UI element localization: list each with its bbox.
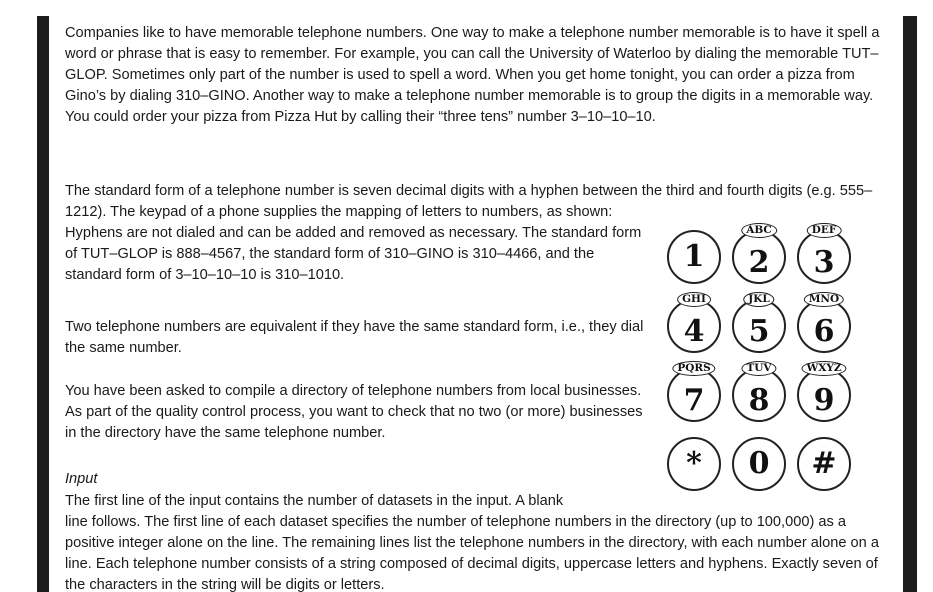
key-letters: ABC	[741, 223, 777, 238]
key-star	[667, 437, 721, 491]
paragraph-memorable-numbers: Companies like to have memorable telephone numbers. One way to make a telephone number memorable is to have it spell a word or phrase that is easy to remember. For example, you can call the University of Waterloo by dialing the memorable TUT–GLOP. Sometimes only part of the number is used to spell a word. When you get home tonight, you can order a pizza from Gino’s by dialing 310–GINO. Another way to make a telephone number memorable is to group the digits in a memorable way. You could order your pizza from Pizza Hut by calling their “three tens” number 3–10–10–10.	[65, 25, 880, 125]
input-heading: Input	[65, 471, 98, 487]
key-letters: WXYZ	[801, 361, 846, 376]
key-digit: 8	[748, 383, 770, 418]
key-digit: 7	[683, 383, 705, 418]
key-digit: 6	[813, 314, 835, 349]
input-description: line follows. The first line of each dataset specifies the number of telephone numbers in the directory (up to 100,000) as a positive integer alone on the line. The remaining lines list the telephone numbers in the directory, with each number alone on a line. Each telephone number consists of a string composed of decimal digits, uppercase letters and hyphens. Exactly seven of the characters in the string will be digits or letters.	[65, 514, 879, 592]
right-dark-margin	[903, 16, 917, 592]
document-page	[49, 16, 903, 592]
key-3	[797, 224, 851, 284]
key-digit: 4	[683, 314, 705, 349]
key-hash	[797, 437, 851, 491]
key-digit: 2	[748, 245, 770, 280]
left-dark-margin	[37, 16, 49, 592]
phone-keypad-figure	[663, 220, 855, 498]
input-first-line: The first line of the input contains the number of datasets in the input. A blank	[65, 493, 564, 509]
key-4	[667, 293, 721, 353]
key-digit: 5	[748, 314, 770, 349]
paragraph-equivalence: Two telephone numbers are equivalent if they have the same standard form, i.e., they dial the same number.	[65, 319, 644, 356]
key-letters: GHI	[677, 292, 711, 307]
key-0	[732, 437, 786, 491]
key-letters: JKL	[743, 292, 774, 307]
key-2	[732, 224, 786, 284]
key-letters: DEF	[807, 223, 842, 238]
key-6	[797, 293, 851, 353]
key-5	[732, 293, 786, 353]
key-digit: #	[811, 446, 837, 481]
key-7	[667, 362, 721, 422]
key-9	[797, 362, 851, 422]
paragraph-standard-form: The standard form of a telephone number is seven decimal digits with a hyphen between the third and fourth digits (e.g. 555–1212). The keypad of a phone supplies the mapping of letters to numbers, as shown:	[65, 183, 873, 220]
key-letters: MNO	[804, 292, 844, 307]
key-letters: PQRS	[672, 361, 715, 376]
key-digit: 9	[813, 383, 835, 418]
key-1	[667, 230, 721, 284]
key-digit: *	[686, 446, 702, 481]
key-digit: 3	[813, 245, 835, 280]
key-digit: 1	[683, 239, 705, 274]
key-digit: 0	[748, 446, 770, 481]
key-8	[732, 362, 786, 422]
paragraph-hyphens: Hyphens are not dialed and can be added and removed as necessary. The standard form of TUT–GLOP is 888–4567, the standard form of 310–GINO is 310–4466, and the standard form of 3–10–10–10 is 310–1010.	[65, 225, 642, 283]
key-letters: TUV	[741, 361, 776, 376]
paragraph-task: You have been asked to compile a directory of telephone numbers from local businesses. As part of the quality control process, you want to check that no two (or more) businesses in the directory have the same telephone number.	[65, 383, 643, 441]
